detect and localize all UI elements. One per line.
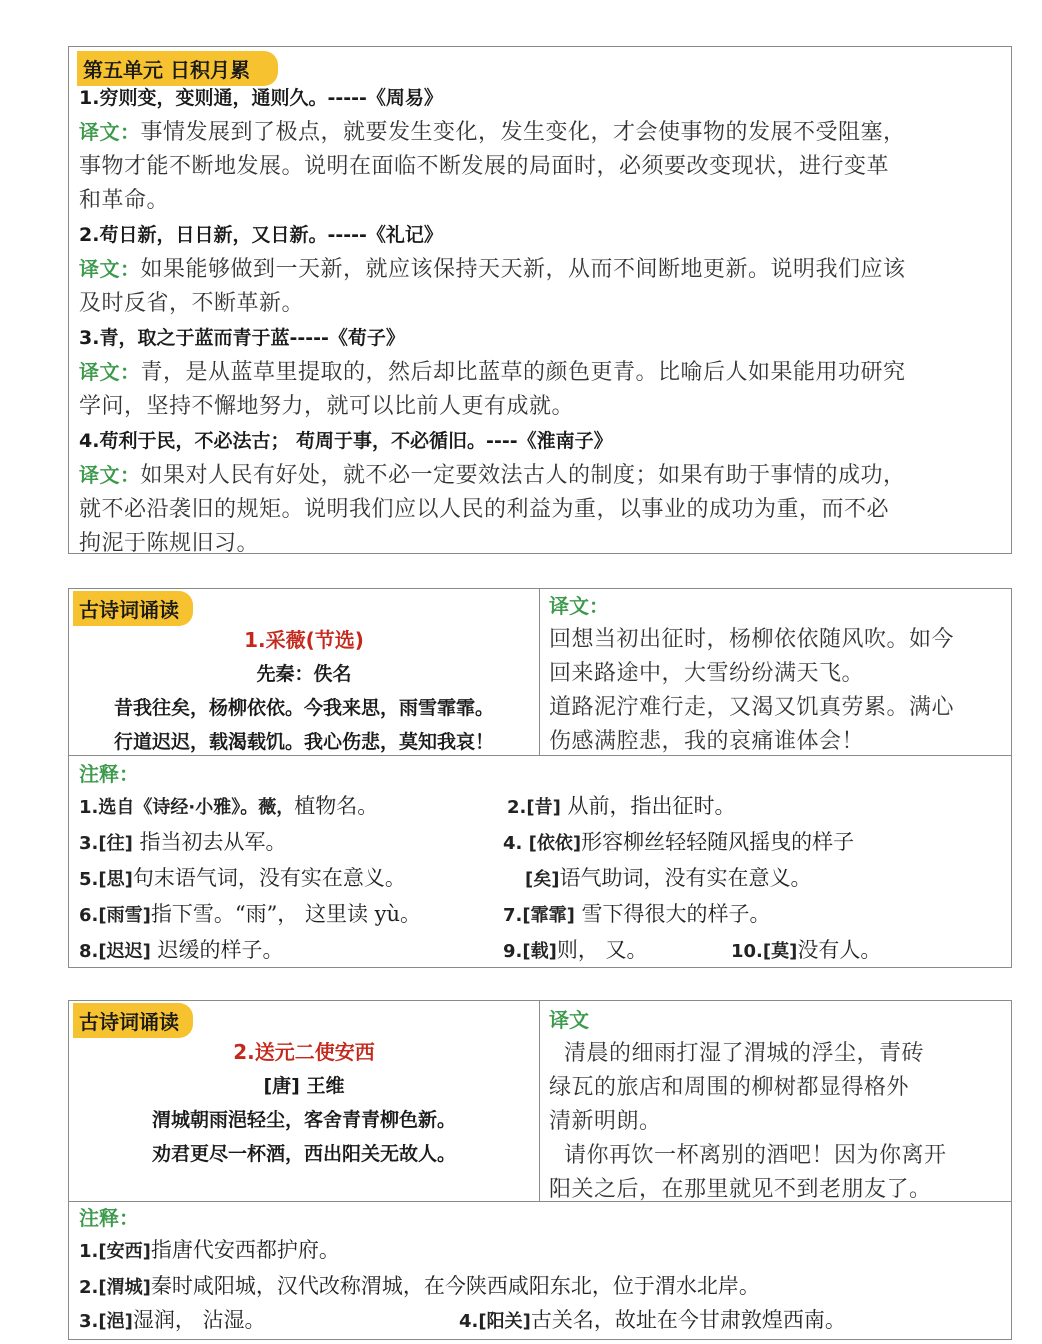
note-key: 1.选自《诗经·小雅》。薇， — [79, 797, 295, 818]
unit5-item-head: 4.苟利于民，不必法古； 苟周于事，不必循旧。----《淮南子》 — [79, 430, 613, 452]
notes-label: 注释： — [79, 1206, 139, 1230]
note-item — [79, 1233, 340, 1269]
translation-line: 阳关之后，在那里就见不到老朋友了。 — [549, 1177, 932, 1202]
poem2-verse: 劝君更尽一杯酒，西出阳关无故人。 — [151, 1143, 456, 1165]
note-text: 语气助词，没有实在意义。 — [559, 866, 812, 890]
poem1-verse: 昔我往矣，杨柳依依。今我来思，雨雪霏霏。 — [113, 697, 494, 719]
poem2-author: [唐] 王维 — [263, 1075, 345, 1097]
note-item — [503, 933, 648, 969]
translation-line: 清新明朗。 — [549, 1109, 662, 1134]
note-text: 指当初去从军。 — [132, 830, 287, 854]
unit5-item-head: 3.青，取之于蓝而青于蓝-----《荀子》 — [79, 327, 405, 349]
poem1-section — [68, 588, 1012, 968]
translation-line: 及时反省，不断革新。 — [79, 291, 305, 316]
translation-label: 译文： — [549, 594, 609, 618]
translation-line: 清晨的细雨打湿了渭城的浮尘，青砖 — [549, 1041, 924, 1066]
translation-line: 回想当初出征时，杨柳依依随风吹。如今 — [549, 627, 955, 652]
translation-label: 译文： — [79, 360, 141, 384]
translation-line: 绿瓦的旅店和周围的柳树都显得格外 — [549, 1075, 910, 1100]
translation-line: 道路泥泞难行走，又渴又饥真劳累。满心 — [549, 695, 955, 720]
translation-line: 和革命。 — [79, 188, 170, 213]
note-text: 古关名，故址在今甘肃敦煌西南。 — [530, 1308, 846, 1332]
unit5-item-head: 2.苟日新，日日新，又日新。-----《礼记》 — [79, 224, 443, 246]
translation-label: 译文： — [79, 463, 141, 487]
translation-line: 青，是从蓝草里提取的，然后却比蓝草的颜色更青。比喻后人如果能用功研究 — [140, 360, 906, 385]
note-item — [79, 789, 378, 825]
note-item — [79, 1303, 266, 1339]
note-key: 10.[莫] — [731, 941, 798, 962]
notes-label: 注释： — [79, 762, 139, 786]
note-item — [79, 897, 421, 933]
note-key: 4. [依依] — [503, 833, 582, 854]
note-item — [503, 825, 854, 861]
poem2-verse: 渭城朝雨浥轻尘，客舍青青柳色新。 — [151, 1109, 456, 1131]
note-item — [525, 861, 811, 897]
note-text: 则， 又。 — [556, 938, 648, 962]
translation-label: 译文 — [549, 1008, 589, 1032]
translation-line: 如果能够做到一天新，就应该保持天天新，从而不间断地更新。说明我们应该 — [140, 257, 906, 282]
note-text: 从前，指出征时。 — [560, 794, 736, 818]
note-key: 4.[阳关] — [459, 1311, 531, 1332]
note-key: 8.[迟迟] — [79, 941, 151, 962]
poem1-translation — [549, 589, 1009, 759]
note-item — [79, 825, 287, 861]
note-text: 植物名。 — [294, 794, 379, 818]
note-item — [79, 1269, 760, 1305]
translation-line: 请你再饮一杯离别的酒吧！因为你离开 — [549, 1143, 947, 1168]
note-text: 指唐代安西都护府。 — [150, 1238, 340, 1262]
note-key: 3.[往] — [79, 833, 133, 854]
translation-line: 事情发展到了极点，就要发生变化，发生变化，才会使事物的发展不受阻塞， — [140, 120, 906, 145]
poem1-title: 1.采薇(节选) — [244, 628, 364, 652]
translation-label: 译文： — [79, 120, 141, 144]
note-item — [507, 789, 736, 825]
note-text: 没有人。 — [797, 938, 882, 962]
poem2-tag: 古诗词诵读 — [73, 1003, 193, 1038]
note-key: 6.[雨雪] — [79, 905, 151, 926]
unit5-items — [79, 81, 1004, 561]
note-key: 1.[安西] — [79, 1241, 151, 1262]
note-key: 5.[思] — [79, 869, 133, 890]
translation-line: 伤感满腔悲，我的哀痛谁体会！ — [549, 729, 865, 754]
unit5-section — [68, 46, 1012, 554]
translation-line: 就不必沿袭旧的规矩。说明我们应以人民的利益为重，以事业的成功为重，而不必 — [79, 497, 890, 522]
translation-line: 拘泥于陈规旧习。 — [79, 531, 260, 556]
unit5-item-head: 1.穷则变，变则通，通则久。-----《周易》 — [79, 87, 443, 109]
note-text: 句末语气词，没有实在意义。 — [132, 866, 406, 890]
poem1-author: 先秦：佚名 — [256, 663, 352, 685]
poem2-section — [68, 1000, 1012, 1340]
unit5-tag: 第五单元 日积月累 — [77, 51, 278, 86]
note-text: 迟缓的样子。 — [150, 938, 284, 962]
note-key: 7.[霏霏] — [503, 905, 575, 926]
note-key: 9.[载] — [503, 941, 557, 962]
poem1-tag: 古诗词诵读 — [73, 591, 193, 626]
translation-line: 回来路途中，大雪纷纷满天飞。 — [549, 661, 865, 686]
poem1-text — [69, 623, 539, 759]
note-text: 雪下得很大的样子。 — [574, 902, 771, 926]
note-item — [459, 1303, 846, 1339]
note-text: 秦时咸阳城，汉代改称渭城，在今陕西咸阳东北，位于渭水北岸。 — [150, 1274, 760, 1298]
note-text: 形容柳丝轻轻随风摇曳的样子 — [581, 830, 855, 854]
translation-line: 事物才能不断地发展。说明在面临不断发展的局面时，必须要改变现状，进行变革 — [79, 154, 890, 179]
poem2-translation — [549, 1003, 1009, 1207]
note-key: 2.[昔] — [507, 797, 561, 818]
translation-label: 译文： — [79, 257, 141, 281]
note-text: 指下雪。“雨”， 这里读 yù。 — [150, 902, 422, 926]
note-key: 2.[渭城] — [79, 1277, 151, 1298]
note-item — [503, 897, 771, 933]
poem2-text — [69, 1035, 539, 1171]
note-text: 湿润， 沾湿。 — [132, 1308, 266, 1332]
note-item — [79, 861, 406, 897]
poem1-verse: 行道迟迟，载渴载饥。我心伤悲，莫知我哀！ — [113, 731, 494, 753]
note-item — [731, 933, 881, 969]
note-item — [79, 933, 284, 969]
poem2-title: 2.送元二使安西 — [233, 1040, 375, 1064]
note-key: [矣] — [525, 869, 560, 890]
note-key: 3.[浥] — [79, 1311, 133, 1332]
translation-line: 如果对人民有好处，就不必一定要效法古人的制度；如果有助于事情的成功， — [140, 463, 906, 488]
translation-line: 学问，坚持不懈地努力，就可以比前人更有成就。 — [79, 394, 575, 419]
